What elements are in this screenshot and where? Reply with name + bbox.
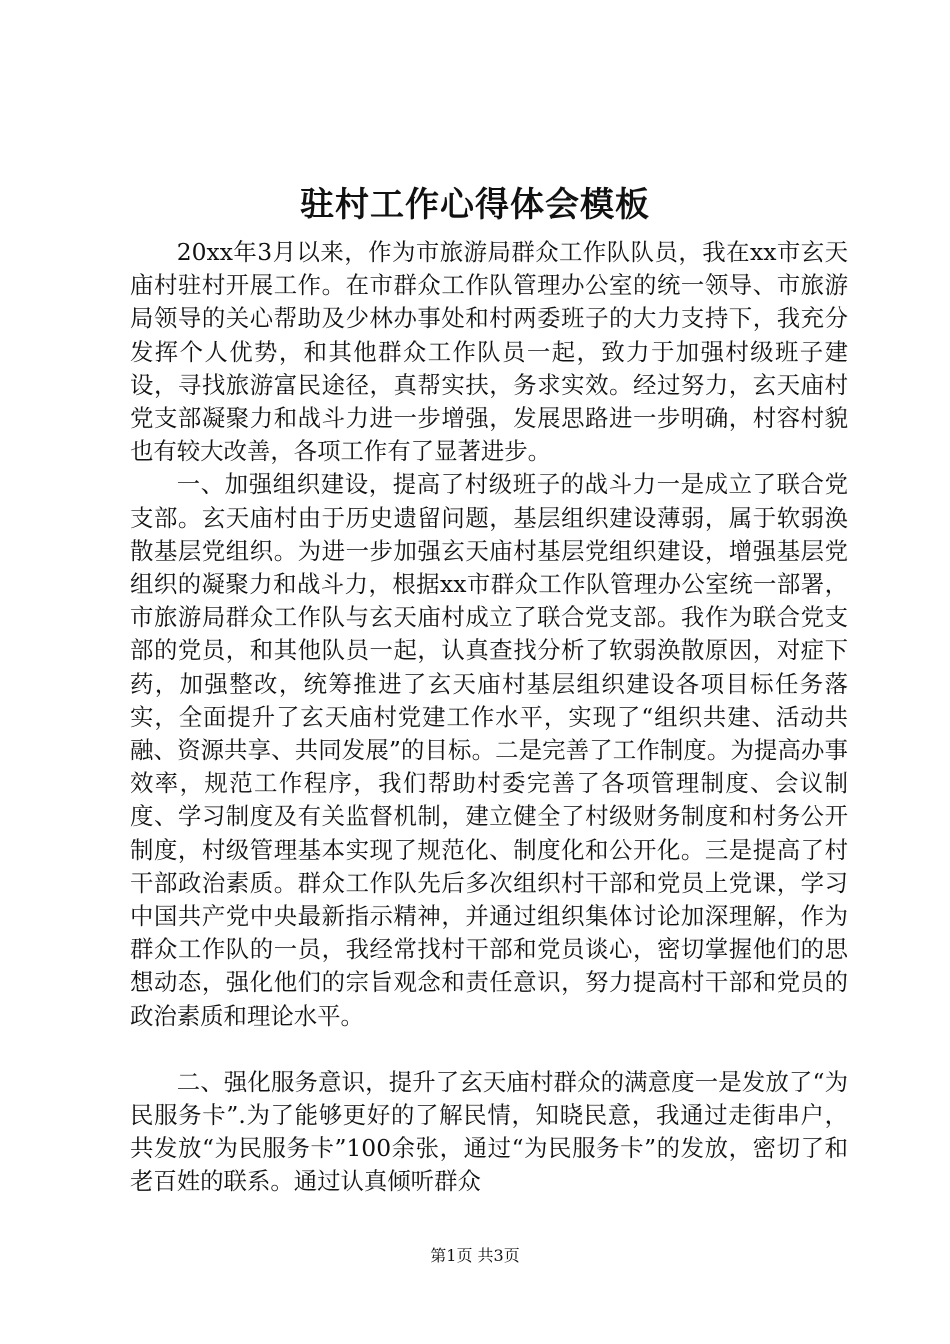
document-title: 驻村工作心得体会模板 — [300, 185, 650, 225]
document-body — [130, 236, 848, 1199]
page-footer: 第1页 共3页 — [430, 1246, 520, 1265]
paragraph-section-two: 二、强化服务意识，提升了玄天庙村群众的满意度一是发放了“为民服务卡”.为了能够更好的了解民情，知晓民意，我通过走街串户，共发放“为民服务卡”100余张，通过“为民服务卡”的发放，密切了和老百姓的联系。通过认真倾听群众 — [130, 1067, 848, 1196]
paragraph-intro: 20xx年3月以来，作为市旅游局群众工作队队员，我在xx市玄天庙村驻村开展工作。在市群众工作队管理办公室的统一领导、市旅游局领导的关心帮助及少林办事处和村两委班子的大力支持下，我充分发挥个人优势，和其他群众工作队员一起，致力于加强村级班子建设，寻找旅游富民途径，真帮实扶，务求实效。经过努力，玄天庙村党支部凝聚力和战斗力进一步增强，发展思路进一步明确，村容村貌也有较大改善，各项工作有了显著进步。 — [130, 238, 848, 466]
paragraph-section-one: 一、加强组织建设，提高了村级班子的战斗力一是成立了联合党支部。玄天庙村由于历史遗留问题，基层组织建设薄弱，属于软弱涣散基层党组织。为进一步加强玄天庙村基层党组织建设，增强基层党组织的凝聚力和战斗力，根据xx市群众工作队管理办公室统一部署，市旅游局群众工作队与玄天庙村成立了联合党支部。我作为联合党支部的党员，和其他队员一起，认真查找分析了软弱涣散原因，对症下药，加强整改，统筹推进了玄天庙村基层组织建设各项目标任务落实，全面提升了玄天庙村党建工作水平，实现了“组织共建、活动共融、资源共享、共同发展”的目标。二是完善了工作制度。为提高办事效率，规范工作程序，我们帮助村委完善了各项管理制度、会议制度、学习制度及有关监督机制，建立健全了村级财务制度和村务公开制度，村级管理基本实现了规范化、制度化和公开化。三是提高了村干部政治素质。群众工作队先后多次组织村干部和党员上党课，学习中国共产党中央最新指示精神，并通过组织集体讨论加深理解，作为群众工作队的一员，我经常找村干部和党员谈心，密切掌握他们的思想动态，强化他们的宗旨观念和责任意识，努力提高村干部和党员的政治素质和理论水平。 — [130, 470, 848, 1030]
